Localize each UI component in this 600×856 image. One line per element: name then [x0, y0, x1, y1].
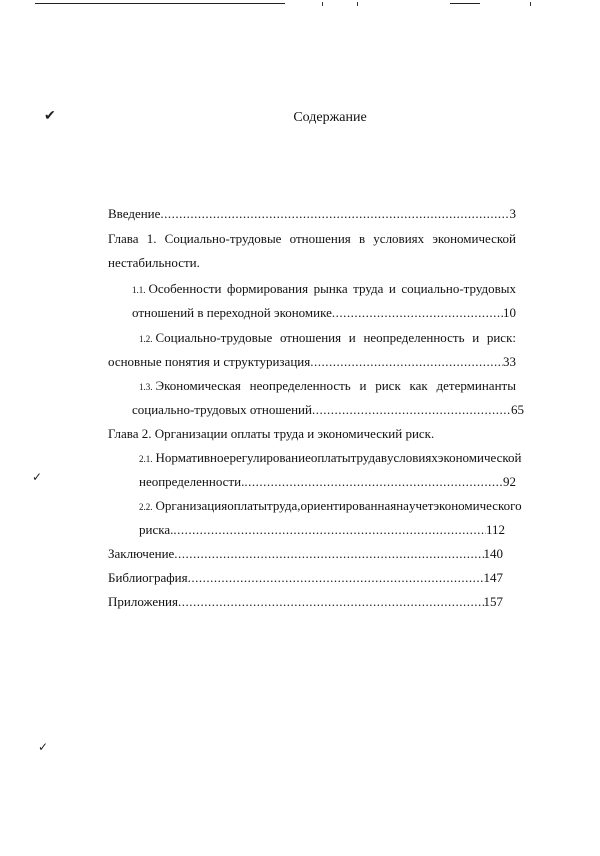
toc-page-number: 157 [483, 594, 503, 609]
toc-leader-dots [244, 473, 503, 491]
toc-entry-title: неопределенности. [139, 474, 245, 489]
toc-section-2-1-line2 [139, 473, 516, 491]
toc-page-number: 112 [485, 522, 505, 537]
check-mark-icon: ✔ [44, 109, 56, 124]
toc-entry-title: Библиография [108, 570, 188, 585]
toc-word: и [359, 378, 367, 393]
toc-section-1-1-line1 [132, 280, 516, 298]
toc-word: 1.1. Особенности [132, 281, 222, 296]
toc-word: в [358, 231, 366, 246]
toc-entry-title: Приложения [108, 594, 178, 609]
toc-word: Социально-трудовые [164, 231, 282, 246]
toc-section-1-3-line2 [132, 401, 524, 419]
toc-section-number: 1.2. [139, 334, 153, 344]
toc-chapter-2: Глава 2. Организации оплаты труда и экономический риск. [108, 426, 435, 441]
toc-word: социально-трудовых [401, 281, 516, 296]
toc-leader-dots [332, 304, 503, 322]
check-mark-icon: ✓ [32, 470, 43, 484]
toc-word: экономической [437, 450, 522, 465]
toc-leader-dots [310, 353, 503, 371]
toc-word: на [396, 498, 409, 513]
toc-word: риск: [486, 330, 516, 345]
toc-page-number: 147 [483, 570, 503, 585]
toc-word: труда [350, 450, 381, 465]
toc-entry-title: основные понятия и структуризация [108, 354, 311, 369]
toc-section-1-3-line1 [139, 377, 516, 395]
toc-word: труда [353, 281, 384, 296]
toc-word: и [348, 330, 356, 345]
toc-leader-dots [174, 545, 483, 563]
toc-page-number: 3 [509, 206, 516, 221]
toc-leader-dots [188, 569, 484, 587]
toc-entry-title: отношений в переходной экономике [132, 305, 332, 320]
toc-page-number: 10 [503, 305, 516, 320]
toc-section-2-2-line2 [139, 521, 505, 539]
scan-edge-line [35, 3, 285, 4]
toc-section-2-2-line1 [139, 497, 522, 515]
toc-entry-bibliography [108, 569, 503, 587]
toc-word: регулирование [229, 450, 311, 465]
toc-word: отношения [279, 330, 342, 345]
toc-entry-title: Заключение [108, 546, 175, 561]
toc-word: учет [408, 498, 434, 513]
toc-word: 1. [146, 231, 157, 246]
toc-entry-appendix [108, 593, 503, 611]
toc-word: детерминанты [436, 378, 516, 393]
toc-word: неопределенность [249, 378, 351, 393]
toc-word: отношения [289, 231, 351, 246]
toc-leader-dots [312, 401, 511, 419]
toc-chapter-1-line1 [108, 230, 516, 248]
toc-word: 1.2. Социально-трудовые [139, 330, 273, 345]
toc-word: как [409, 378, 428, 393]
toc-section-1-2-line2 [108, 353, 516, 371]
scan-edge-tick [357, 2, 358, 6]
toc-word: в [380, 450, 388, 465]
toc-word: риск [375, 378, 401, 393]
scan-edge-tick [322, 2, 323, 6]
toc-word: условиях [387, 450, 438, 465]
toc-word: условиях [373, 231, 425, 246]
toc-leader-dots [173, 521, 486, 539]
toc-word: рынка [313, 281, 348, 296]
toc-leader-dots [160, 205, 509, 223]
toc-word: оплаты [310, 450, 351, 465]
toc-entry-title: Введение [108, 206, 161, 221]
scan-edge-line [450, 3, 480, 4]
toc-word: оплаты [227, 498, 267, 513]
toc-entry-title: риска. [139, 522, 174, 537]
toc-section-1-1-line2 [132, 304, 516, 322]
toc-word: формирования [227, 281, 309, 296]
toc-section-number: 1.3. [139, 382, 153, 392]
page-title: Содержание [293, 110, 367, 125]
toc-word: ориентированная [300, 498, 397, 513]
toc-section-number: 2.2. [139, 502, 153, 512]
toc-section-1-2-line1 [139, 329, 516, 347]
toc-page-number: 92 [503, 474, 516, 489]
toc-entry-intro [108, 205, 516, 223]
toc-word: Глава [108, 231, 139, 246]
toc-section-number: 1.1. [132, 285, 146, 295]
check-mark-icon: ✓ [38, 740, 49, 754]
toc-chapter-1-line2: нестабильности. [108, 255, 200, 270]
toc-word: экономической [432, 231, 516, 246]
toc-section-2-1-line1 [139, 449, 522, 467]
toc-word: и [472, 330, 480, 345]
toc-word: 2.2. Организация [139, 498, 228, 513]
toc-word: 2.1. Нормативное [139, 450, 230, 465]
scan-edge-tick [530, 2, 531, 6]
toc-page-number: 65 [511, 402, 524, 417]
toc-word: экономического [433, 498, 522, 513]
toc-page-number: 140 [483, 546, 503, 561]
toc-word: труда, [267, 498, 301, 513]
toc-section-number: 2.1. [139, 454, 153, 464]
toc-word: и [388, 281, 396, 296]
toc-entry-title: социально-трудовых отношений [132, 402, 312, 417]
toc-word: неопределенность [363, 330, 465, 345]
toc-entry-conclusion [108, 545, 503, 563]
toc-page-number: 33 [503, 354, 516, 369]
toc-word: 1.3. Экономическая [139, 378, 241, 393]
toc-leader-dots [178, 593, 484, 611]
